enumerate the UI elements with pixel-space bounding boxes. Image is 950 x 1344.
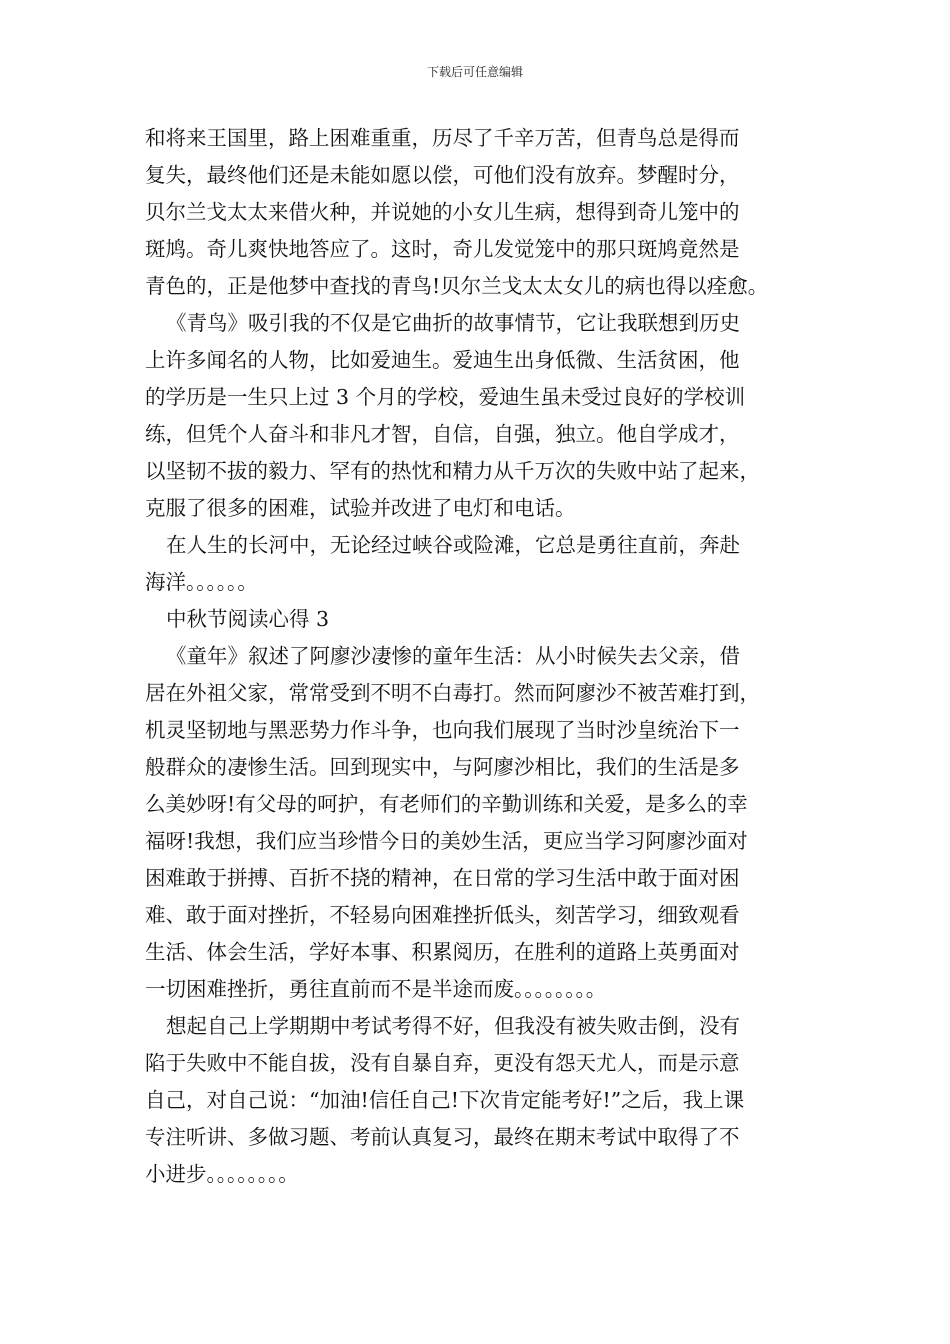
text-line: 的学历是一生只上过 3 个月的学校，爱迪生虽未受过良好的学校训 [145,385,746,409]
text-line: 困难敢于拼搏、百折不挠的精神，在日常的学习生活中敢于面对困 [145,866,740,890]
text-line: 般群众的凄惨生活。回到现实中，与阿廖沙相比，我们的生活是多 [145,755,740,779]
text-line: 以坚韧不拔的毅力、罕有的热忱和精力从千万次的失败中站了起来， [145,459,760,483]
text-line: 陷于失败中不能自拔，没有自暴自弃，更没有怨天尤人，而是示意 [145,1051,740,1075]
paragraph-start-line: 在人生的长河中，无论经过峡谷或险滩，它总是勇往直前，奔赴 [166,533,740,557]
text-line: 练，但凭个人奋斗和非凡才智，自信，自强，独立。他自学成才， [145,422,740,446]
header-note: 下载后可任意编辑 [426,65,523,79]
text-line: 复失，最终他们还是未能如愿以偿，可他们没有放弃。梦醒时分， [145,163,740,187]
text-line: 和将来王国里，路上困难重重，历尽了千辛万苦，但青鸟总是得而 [145,126,740,150]
text-line: 青色的，正是他梦中查找的青鸟!贝尔兰戈太太女儿的病也得以痊愈。 [145,274,769,298]
text-line: 生活、体会生活，学好本事、积累阅历，在胜利的道路上英勇面对 [145,940,740,964]
document-body [145,120,815,1193]
paragraph-start-line: 想起自己上学期期中考试考得不好，但我没有被失败击倒，没有 [166,1014,740,1038]
text-line: 克服了很多的困难，试验并改进了电灯和电话。 [145,496,576,520]
section-heading: 中秋节阅读心得 3 [166,607,330,631]
text-line: 上许多闻名的人物，比如爱迪生。爱迪生出身低微、生活贫困，他 [145,348,740,372]
text-line: 贝尔兰戈太太来借火种，并说她的小女儿生病，想得到奇儿笼中的 [145,200,740,224]
text-line: 福呀!我想，我们应当珍惜今日的美妙生活，更应当学习阿廖沙面对 [145,829,748,853]
text-line: 居在外祖父家，常常受到不明不白毒打。然而阿廖沙不被苦难打到， [145,681,760,705]
text-line: 自己，对自己说：“加油!信任自己!下次肯定能考好!”之后，我上课 [145,1088,745,1112]
paragraph-start-line: 《童年》叙述了阿廖沙凄惨的童年生活：从小时候失去父亲，借 [166,644,740,668]
text-line: 斑鸠。奇儿爽快地答应了。这时，奇儿发觉笼中的那只斑鸠竟然是 [145,237,740,261]
text-line: 专注听讲、多做习题、考前认真复习，最终在期末考试中取得了不 [145,1125,740,1149]
text-line: 海洋。。。。。。 [145,570,258,594]
paragraph-start-line: 《青鸟》吸引我的不仅是它曲折的故事情节，它让我联想到历史 [166,311,740,335]
text-line: 一切困难挫折，勇往直前而不是半途而废。。。。。。。。 [145,977,607,1001]
text-line: 小进步。。。。。。。。 [145,1162,299,1186]
text-line: 么美妙呀!有父母的呵护，有老师们的辛勤训练和关爱，是多么的幸 [145,792,748,816]
text-line: 机灵坚韧地与黑恶势力作斗争，也向我们展现了当时沙皇统治下一 [145,718,740,742]
text-line: 难、敢于面对挫折，不轻易向困难挫折低头，刻苦学习，细致观看 [145,903,740,927]
